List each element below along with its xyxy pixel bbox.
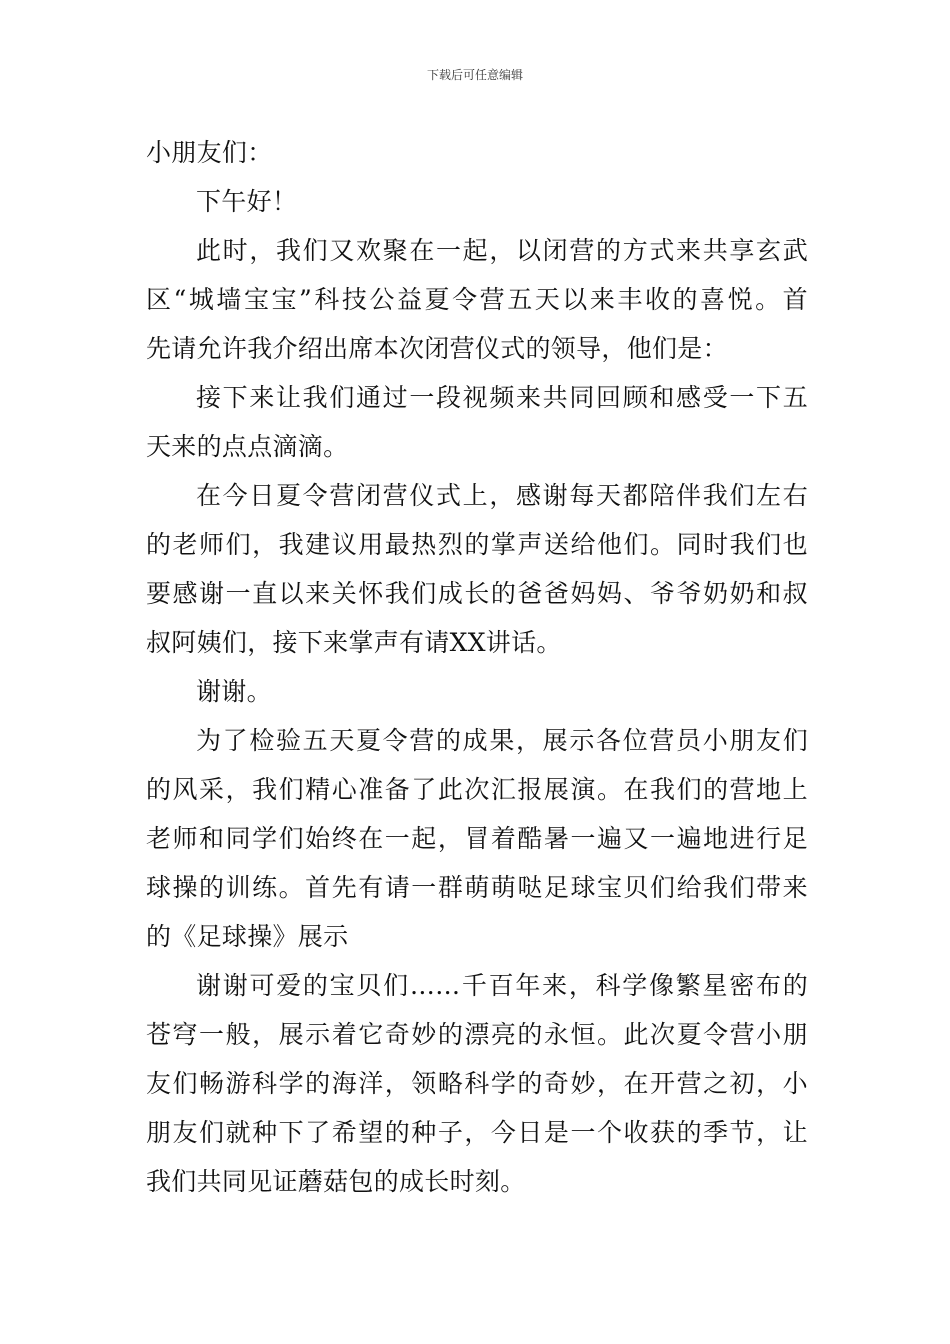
body-line: 我们共同见证蘑菇包的成长时刻。: [146, 1167, 526, 1196]
greeting-line: 下午好！: [196, 187, 298, 216]
salutation-line: 小朋友们：: [146, 138, 273, 167]
body-line: 的老师们，我建议用最热烈的掌声送给他们。同时我们也: [146, 530, 808, 559]
body-line: 此时，我们又欢聚在一起，以闭营的方式来共享玄武: [196, 236, 808, 265]
body-line: 谢谢。: [196, 677, 272, 706]
body-line: 为了检验五天夏令营的成果，展示各位营员小朋友们: [196, 726, 808, 755]
body-line: 朋友们就种下了希望的种子，今日是一个收获的季节，让: [146, 1118, 808, 1147]
body-line: 区“城墙宝宝”科技公益夏令营五天以来丰收的喜悦。首: [146, 285, 808, 314]
body-line: 谢谢可爱的宝贝们……千百年来，科学像繁星密布的: [196, 971, 808, 1000]
body-line: 的《足球操》展示: [146, 922, 349, 951]
body-line: 要感谢一直以来关怀我们成长的爸爸妈妈、爷爷奶奶和叔: [146, 579, 808, 608]
body-line: 苍穹一般，展示着它奇妙的漂亮的永恒。此次夏令营小朋: [146, 1020, 808, 1049]
body-line: 的风采，我们精心准备了此次汇报展演。在我们的营地上: [146, 775, 808, 804]
body-line: 友们畅游科学的海洋，领略科学的奇妙，在开营之初，小: [146, 1069, 808, 1098]
body-line: 接下来让我们通过一段视频来共同回顾和感受一下五: [196, 383, 808, 412]
body-line: 天来的点点滴滴。: [146, 432, 349, 461]
body-line: 叔阿姨们，接下来掌声有请XX讲话。: [146, 628, 562, 657]
document-body: [146, 128, 808, 1206]
page-header: 下载后可任意编辑: [426, 68, 523, 82]
body-line: 球操的训练。首先有请一群萌萌哒足球宝贝们给我们带来: [146, 873, 808, 902]
body-line: 老师和同学们始终在一起，冒着酷暑一遍又一遍地进行足: [146, 824, 808, 853]
body-line: 在今日夏令营闭营仪式上，感谢每天都陪伴我们左右: [196, 481, 808, 510]
body-line: 先请允许我介绍出席本次闭营仪式的领导，他们是：: [146, 334, 728, 363]
